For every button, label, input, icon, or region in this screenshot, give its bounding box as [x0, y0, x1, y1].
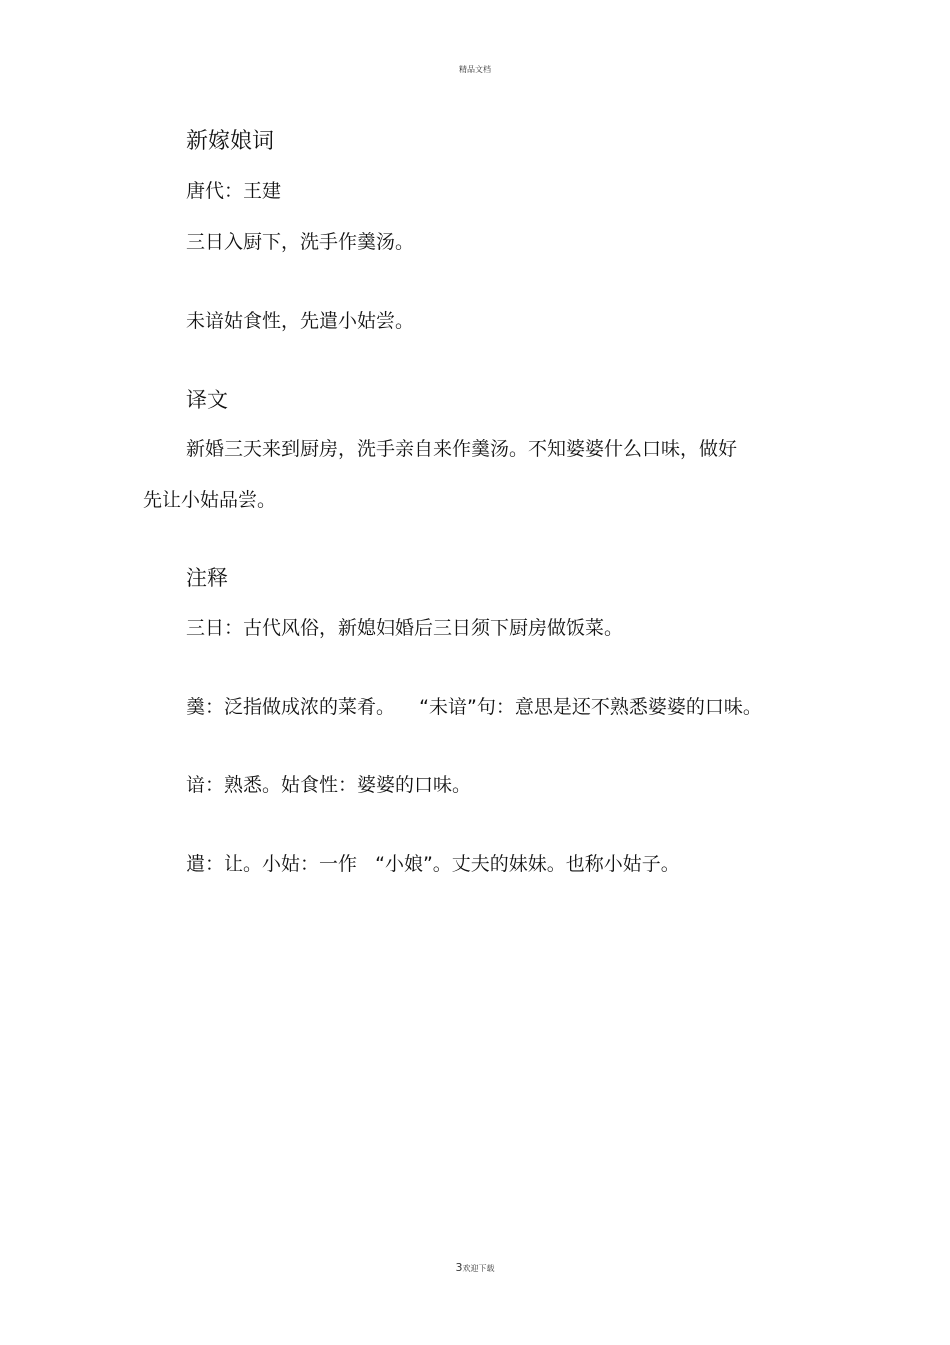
poem-author: 唐代：王建 — [186, 180, 282, 202]
notes-heading: 注释 — [186, 566, 228, 590]
note-item: 遣：让。小姑：一作 “小娘”。丈夫的妹妹。也称小姑子。 — [186, 853, 680, 875]
footer-text: 欢迎下载 — [462, 1264, 495, 1273]
note-item: 羹：泛指做成浓的菜肴。 “未谙”句：意思是还不熟悉婆婆的口味。 — [186, 696, 762, 718]
poem-title: 新嫁娘词 — [186, 129, 275, 154]
translation-heading: 译文 — [186, 388, 228, 412]
page-footer — [0, 1261, 950, 1274]
page-number: 3 — [455, 1261, 463, 1274]
poem-line-1: 三日入厨下，洗手作羹汤。 — [186, 231, 415, 253]
page-header: 精品文档 — [459, 65, 491, 74]
note-item: 三日：古代风俗，新媳妇婚后三日须下厨房做饭菜。 — [186, 617, 624, 639]
translation-line-2: 先让小姑品尝。 — [143, 489, 277, 511]
note-item: 谙：熟悉。姑食性：婆婆的口味。 — [186, 774, 472, 796]
poem-line-2: 未谙姑食性，先遣小姑尝。 — [186, 310, 415, 332]
translation-line-1: 新婚三天来到厨房，洗手亲自来作羹汤。不知婆婆什么口味，做好 — [186, 438, 738, 460]
